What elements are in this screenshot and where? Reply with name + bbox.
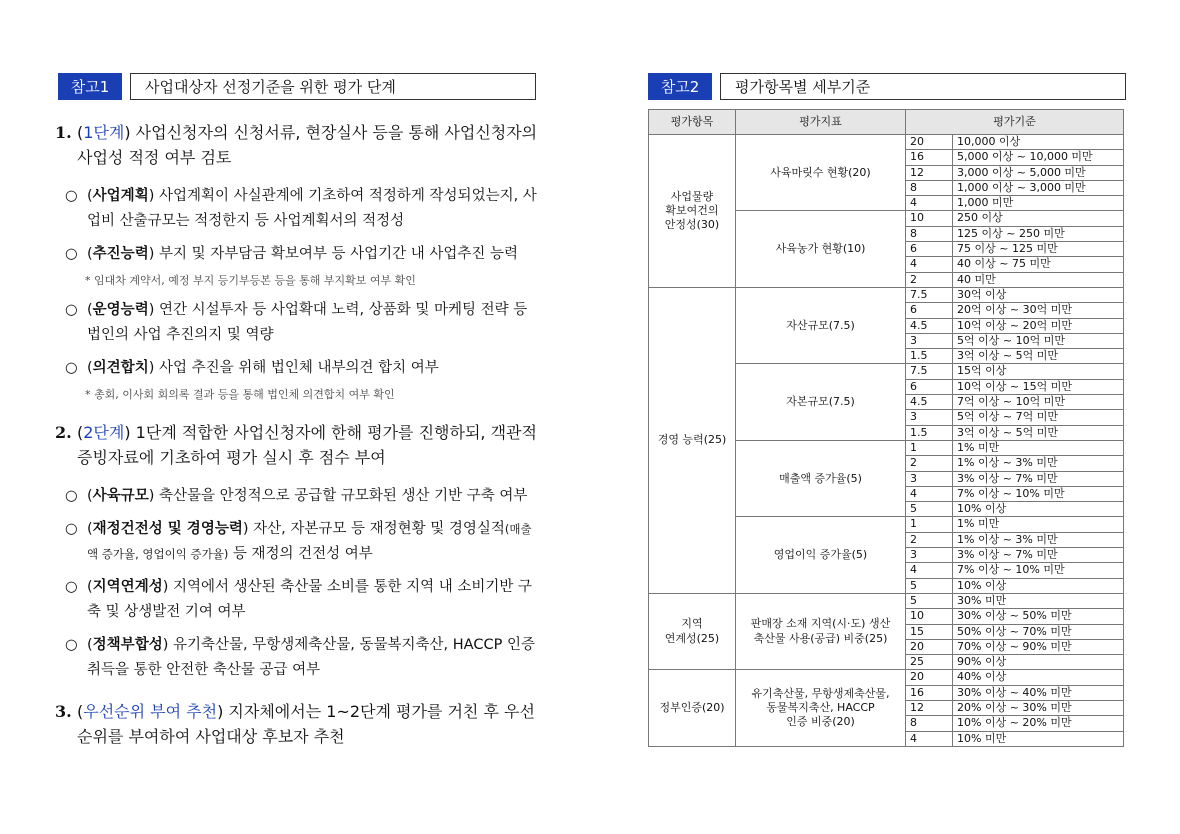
step-text: 사업신청자의 신청서류, 현장실사 등을 통해 사업신청자의 사업성 적정 여부 검토 <box>77 123 538 167</box>
score-cell: 7.5 <box>906 364 953 379</box>
bullet-text: 축산물을 안정적으로 공급할 규모화된 생산 기반 구축 여부 <box>154 488 528 504</box>
score-cell: 1.5 <box>906 425 953 440</box>
score-cell: 5 <box>906 578 953 593</box>
criteria-cell: 3억 이상 ~ 5억 미만 <box>953 349 1124 364</box>
step-highlight: 우선순위 부여 추천 <box>83 702 218 721</box>
bullet-keyword: 정책부합성 <box>92 637 163 653</box>
criteria-cell: 15억 이상 <box>953 364 1124 379</box>
score-cell: 2 <box>906 456 953 471</box>
paren-close: ) <box>124 423 131 442</box>
header-category: 평가항목 <box>649 110 736 135</box>
criteria-cell: 30억 이상 <box>953 287 1124 302</box>
step-text: 1단계 적합한 사업신청자에 한해 평가를 진행하되, 객관적 증빙자료에 기초하여 평가 실시 후 점수 부여 <box>77 423 537 467</box>
score-cell: 3 <box>906 410 953 425</box>
score-cell: 20 <box>906 670 953 685</box>
bullet-text: 연간 시설투자 등 사업확대 노력, 상품화 및 마케팅 전략 등 법인의 사업 추진의지 및 역량 <box>87 302 528 343</box>
section-title: 사업대상자 선정기준을 위한 평가 단계 <box>130 73 536 100</box>
bullet-keyword: 의견합치 <box>92 360 149 376</box>
bullet-item: ○ (운영능력) 연간 시설투자 등 사업확대 노력, 상품화 및 마케팅 전략 등 법인의 사업 추진의지 및 역량 <box>55 298 540 348</box>
bullet-keyword: 지역연계성 <box>92 579 163 595</box>
criteria-cell: 5억 이상 ~ 10억 미만 <box>953 333 1124 348</box>
score-cell: 6 <box>906 303 953 318</box>
score-cell: 25 <box>906 655 953 670</box>
criteria-cell: 1% 이상 ~ 3% 미만 <box>953 532 1124 547</box>
criteria-cell: 75 이상 ~ 125 미만 <box>953 242 1124 257</box>
bullet-text: 지역에서 생산된 축산물 소비를 통한 지역 내 소비기반 구축 및 상생발전 기여 여부 <box>87 579 533 620</box>
score-cell: 3 <box>906 471 953 486</box>
step-item <box>55 120 540 170</box>
right-section-header <box>648 73 1126 100</box>
table-row <box>649 593 1124 608</box>
criteria-cell: 70% 이상 ~ 90% 미만 <box>953 639 1124 654</box>
criteria-cell: 1,000 이상 ~ 3,000 미만 <box>953 180 1124 195</box>
step-number: 3. <box>55 702 72 721</box>
criteria-cell: 1% 이상 ~ 3% 미만 <box>953 456 1124 471</box>
merged-cell: 사업물량 확보여건의 안정성(30) <box>649 135 736 288</box>
paren-open: ( <box>77 123 84 142</box>
score-cell: 8 <box>906 180 953 195</box>
criteria-cell: 125 이상 ~ 250 미만 <box>953 226 1124 241</box>
table-row <box>649 670 1124 685</box>
merged-cell: 자본규모(7.5) <box>736 364 906 440</box>
score-cell: 4 <box>906 196 953 211</box>
bullet-text-cont: 등 재정의 건전성 여부 <box>228 546 373 562</box>
criteria-cell: 3,000 이상 ~ 5,000 미만 <box>953 165 1124 180</box>
bullet-keyword: 운영능력 <box>92 302 149 318</box>
merged-cell: 판매장 소재 지역(시·도) 생산 축산물 사용(공급) 비중(25) <box>736 593 906 669</box>
merged-cell: 자산규모(7.5) <box>736 287 906 363</box>
score-cell: 4 <box>906 731 953 746</box>
score-cell: 4 <box>906 486 953 501</box>
score-cell: 5 <box>906 502 953 517</box>
step-number: 2. <box>55 423 72 442</box>
table-header-row <box>649 110 1124 135</box>
merged-cell: 영업이익 증가율(5) <box>736 517 906 593</box>
merged-cell: 사육마릿수 현황(20) <box>736 135 906 211</box>
criteria-table <box>648 109 1124 747</box>
criteria-cell: 10% 이상 <box>953 502 1124 517</box>
score-cell: 15 <box>906 624 953 639</box>
bullet-item: ○ (재정건전성 및 경영능력) 자산, 자본규모 등 재정현황 및 경영실적(매출액 증가율, 영업이익 증가율) 등 재정의 건전성 여부 <box>55 517 540 567</box>
bullet-text: 자산, 자본규모 등 재정현황 및 경영실적 <box>248 521 505 537</box>
criteria-cell: 3% 이상 ~ 7% 미만 <box>953 471 1124 486</box>
bullet-text: 유기축산물, 무항생제축산물, 동물복지축산, HACCP 인증 취득을 통한 안전한 축산물 공급 여부 <box>87 637 535 678</box>
step-number: 1. <box>55 123 72 142</box>
criteria-cell: 3% 이상 ~ 7% 미만 <box>953 548 1124 563</box>
score-cell: 8 <box>906 716 953 731</box>
criteria-cell: 7% 이상 ~ 10% 미만 <box>953 563 1124 578</box>
criteria-cell: 90% 이상 <box>953 655 1124 670</box>
score-cell: 1 <box>906 440 953 455</box>
score-cell: 12 <box>906 700 953 715</box>
step-item <box>55 699 540 749</box>
criteria-cell: 30% 이상 ~ 40% 미만 <box>953 685 1124 700</box>
score-cell: 6 <box>906 379 953 394</box>
criteria-cell: 20% 이상 ~ 30% 미만 <box>953 700 1124 715</box>
circle-bullet-icon: ○ <box>65 188 78 204</box>
bullet-note: * 임대차 계약서, 예정 부지 등기부등본 등을 통해 부지확보 여부 확인 <box>85 274 416 287</box>
bullet-keyword: 추진능력 <box>92 246 149 262</box>
step-text: 지자체에서는 1~2단계 평가를 거친 후 우선순위를 부여하여 사업대상 후보자 추천 <box>77 702 535 746</box>
bullet-text: 사업 추진을 위해 법인체 내부의견 합치 여부 <box>154 360 439 376</box>
score-cell: 16 <box>906 150 953 165</box>
criteria-cell: 10% 이상 <box>953 578 1124 593</box>
criteria-cell: 10% 이상 ~ 20% 미만 <box>953 716 1124 731</box>
circle-bullet-icon: ○ <box>65 637 78 653</box>
score-cell: 4.5 <box>906 318 953 333</box>
score-cell: 5 <box>906 593 953 608</box>
criteria-cell: 10,000 이상 <box>953 135 1124 150</box>
criteria-cell: 7% 이상 ~ 10% 미만 <box>953 486 1124 501</box>
section-title: 평가항목별 세부기준 <box>720 73 1126 100</box>
criteria-cell: 1% 미만 <box>953 440 1124 455</box>
criteria-cell: 1,000 미만 <box>953 196 1124 211</box>
circle-bullet-icon: ○ <box>65 302 78 318</box>
score-cell: 1.5 <box>906 349 953 364</box>
criteria-cell: 20억 이상 ~ 30억 미만 <box>953 303 1124 318</box>
circle-bullet-icon: ○ <box>65 488 78 504</box>
merged-cell: 사육농가 현황(10) <box>736 211 906 287</box>
left-section-header <box>58 73 536 100</box>
score-cell: 6 <box>906 242 953 257</box>
criteria-cell: 30% 미만 <box>953 593 1124 608</box>
merged-cell: 정부인증(20) <box>649 670 736 746</box>
bullet-item: ○ (지역연계성) 지역에서 생산된 축산물 소비를 통한 지역 내 소비기반 구축 및 상생발전 기여 여부 <box>55 575 540 625</box>
paren-open: ( <box>77 702 84 721</box>
criteria-cell: 3억 이상 ~ 5억 미만 <box>953 425 1124 440</box>
criteria-cell: 10억 이상 ~ 20억 미만 <box>953 318 1124 333</box>
bullet-keyword: 재정건전성 및 경영능력 <box>92 521 243 537</box>
score-cell: 20 <box>906 639 953 654</box>
score-cell: 20 <box>906 135 953 150</box>
step-item <box>55 420 540 470</box>
bullet-item: ○ (의견합치) 사업 추진을 위해 법인체 내부의견 합치 여부 <box>55 356 540 381</box>
merged-cell: 유기축산물, 무항생제축산물, 동물복지축산, HACCP 인증 비중(20) <box>736 670 906 746</box>
criteria-cell: 5,000 이상 ~ 10,000 미만 <box>953 150 1124 165</box>
criteria-cell: 250 이상 <box>953 211 1124 226</box>
step-highlight: 1단계 <box>83 123 125 142</box>
score-cell: 10 <box>906 211 953 226</box>
merged-cell: 지역 연계성(25) <box>649 593 736 669</box>
bullet-item: ○ (사업계획) 사업계획이 사실관계에 기초하여 적정하게 작성되었는지, 사업비 산출규모는 적정한지 등 사업계획서의 적정성 <box>55 184 540 234</box>
header-indicator: 평가지표 <box>736 110 906 135</box>
score-cell: 16 <box>906 685 953 700</box>
criteria-cell: 30% 이상 ~ 50% 미만 <box>953 609 1124 624</box>
score-cell: 10 <box>906 609 953 624</box>
paren-open: ( <box>77 423 84 442</box>
score-cell: 7.5 <box>906 287 953 302</box>
score-cell: 2 <box>906 532 953 547</box>
reference-tag: 참고1 <box>58 73 122 100</box>
circle-bullet-icon: ○ <box>65 579 78 595</box>
bullet-keyword: 사업계획 <box>92 188 149 204</box>
bullet-keyword: 사육규모 <box>92 488 149 504</box>
criteria-cell: 5억 이상 ~ 7억 미만 <box>953 410 1124 425</box>
bullet-small-text: (매출액 증가율, 영업이익 증가율) <box>87 522 532 561</box>
criteria-cell: 40 미만 <box>953 272 1124 287</box>
table-row <box>649 135 1124 150</box>
paren-close: ) <box>124 123 131 142</box>
bullet-item: ○ (사육규모) 축산물을 안정적으로 공급할 규모화된 생산 기반 구축 여부 <box>55 484 540 509</box>
criteria-cell: 40 이상 ~ 75 미만 <box>953 257 1124 272</box>
bullet-text: 부지 및 자부담금 확보여부 등 사업기간 내 사업추진 능력 <box>154 246 519 262</box>
step-highlight: 2단계 <box>83 423 125 442</box>
criteria-cell: 7억 이상 ~ 10억 미만 <box>953 395 1124 410</box>
criteria-cell: 40% 이상 <box>953 670 1124 685</box>
reference-tag: 참고2 <box>648 73 712 100</box>
evaluation-steps <box>55 120 540 763</box>
score-cell: 4 <box>906 257 953 272</box>
bullet-item: ○ (추진능력) 부지 및 자부담금 확보여부 등 사업기간 내 사업추진 능력 <box>55 242 540 267</box>
bullet-text: 사업계획이 사실관계에 기초하여 적정하게 작성되었는지, 사업비 산출규모는 적정한지 등 사업계획서의 적정성 <box>87 188 537 229</box>
score-cell: 3 <box>906 333 953 348</box>
score-cell: 2 <box>906 272 953 287</box>
paren-close: ) <box>217 702 224 721</box>
score-cell: 3 <box>906 548 953 563</box>
merged-cell: 매출액 증가율(5) <box>736 440 906 516</box>
score-cell: 8 <box>906 226 953 241</box>
merged-cell: 경영 능력(25) <box>649 287 736 593</box>
bullet-note: * 총회, 이사회 회의록 결과 등을 통해 법인체 의견합치 여부 확인 <box>85 388 395 401</box>
score-cell: 12 <box>906 165 953 180</box>
circle-bullet-icon: ○ <box>65 246 78 262</box>
circle-bullet-icon: ○ <box>65 360 78 376</box>
score-cell: 4 <box>906 563 953 578</box>
header-criteria: 평가기준 <box>906 110 1124 135</box>
circle-bullet-icon: ○ <box>65 521 78 537</box>
score-cell: 1 <box>906 517 953 532</box>
criteria-cell: 10억 이상 ~ 15억 미만 <box>953 379 1124 394</box>
criteria-cell: 1% 미만 <box>953 517 1124 532</box>
score-cell: 4.5 <box>906 395 953 410</box>
bullet-item: ○ (정책부합성) 유기축산물, 무항생제축산물, 동물복지축산, HACCP 인증 취득을 통한 안전한 축산물 공급 여부 <box>55 633 540 683</box>
table-row <box>649 287 1124 302</box>
criteria-cell: 50% 이상 ~ 70% 미만 <box>953 624 1124 639</box>
criteria-cell: 10% 미만 <box>953 731 1124 746</box>
